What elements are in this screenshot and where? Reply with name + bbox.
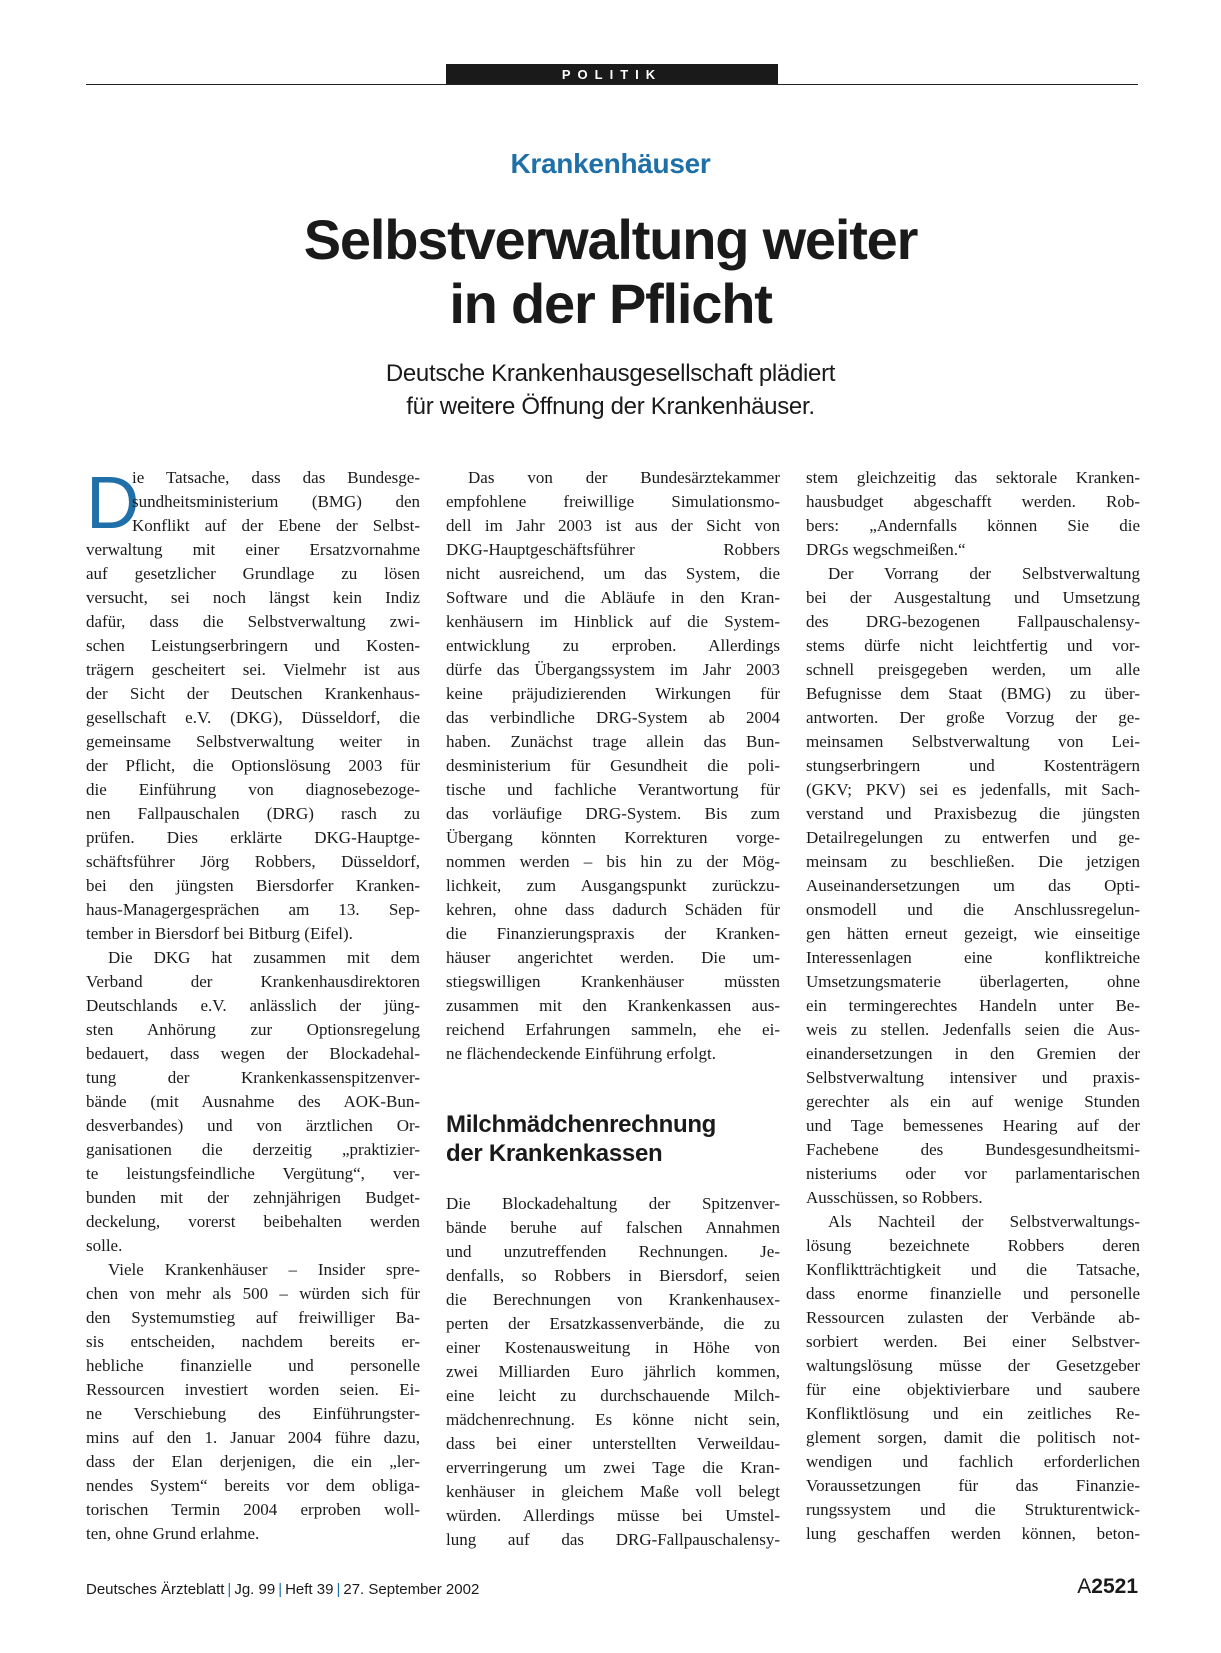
text-line: einer Kostenausweitung in Höhe von (446, 1338, 780, 1357)
headline-line: in der Pflicht (449, 272, 772, 335)
text-line: das verbindliche DRG-System ab 2004 (446, 708, 780, 727)
text-line: gesellschaft e.V. (DKG), Düsseldorf, die (86, 708, 420, 727)
text-line: dell im Jahr 2003 ist aus der Sicht von (446, 516, 780, 535)
text-line: wendigen und fachlich erforderlichen (806, 1452, 1140, 1471)
text-line: Interessenlagen eine konfliktreiche (806, 948, 1140, 967)
text-line: bers: „Andernfalls können Sie die (806, 516, 1140, 535)
article-subhead (0, 357, 1221, 423)
text-line: den Systemumstieg auf freiwilliger Ba- (86, 1308, 420, 1327)
text-line: keine präjudizierenden Wirkungen für (446, 684, 780, 703)
text-line: dass bei einer unterstellten Verweildau- (446, 1434, 780, 1453)
text-line: lichkeit, zum Ausgangspunkt zurückzu- (446, 876, 780, 895)
text-line: und Tage bemessenes Hearing auf der (806, 1116, 1140, 1135)
text-line: sorbiert werden. Bei einer Selbstver- (806, 1332, 1140, 1351)
section-subheading (446, 1110, 716, 1168)
text-line: entwicklung zu erproben. Allerdings (446, 636, 780, 655)
headline-line: Selbstverwaltung weiter (303, 208, 918, 271)
text-line: torischen Termin 2004 erproben woll- (86, 1500, 420, 1519)
text-line: Fachebene des Bundesgesundheitsmi- (806, 1140, 1140, 1159)
text-line: Viele Krankenhäuser – Insider spre- (108, 1260, 420, 1279)
text-line: reichend Erfahrungen sammeln, ehe ei- (446, 1020, 780, 1039)
text-line: meinsam zu beschließen. Die jetzigen (806, 852, 1140, 871)
text-line: erverringerung um zwei Tage die Kran- (446, 1458, 780, 1477)
text-line: ne Verschiebung des Einführungster- (86, 1404, 420, 1423)
text-line: stiegswilligen Krankenhäuser müssten (446, 972, 780, 991)
text-line: ten, ohne Grund erlahme. (86, 1524, 260, 1543)
text-line: stem gleichzeitig das sektorale Kranken- (806, 468, 1140, 487)
text-line: bände beruhe auf falschen Annahmen (446, 1218, 780, 1237)
footer-separator: | (278, 1581, 283, 1598)
footer-publication: Deutsches Ärzteblatt (86, 1581, 225, 1598)
text-column-2-continued (446, 1192, 780, 1552)
footer-separator: | (336, 1581, 341, 1598)
text-line: bei den jüngsten Biersdorfer Kranken- (86, 876, 420, 895)
text-line: Auseinandersetzungen um das Opti- (806, 876, 1140, 895)
text-line: denfalls, so Robbers in Biersdorf, seien (446, 1266, 780, 1285)
text-line: Voraussetzungen für das Finanzie- (806, 1476, 1140, 1495)
text-column-1 (86, 461, 420, 1546)
text-line: ie Tatsache, dass das Bundesge- (132, 468, 420, 487)
text-line: DKG-Hauptgeschäftsführer Robbers (446, 540, 780, 559)
text-line: nendes System“ bereits vor dem obliga- (86, 1476, 420, 1495)
page-prefix: A (1077, 1575, 1092, 1598)
text-line: Konflikt auf der Ebene der Selbst- (132, 516, 420, 535)
section-label: POLITIK (446, 64, 778, 85)
text-line: dass der Elan derjenigen, die ein „ler- (86, 1452, 420, 1471)
article-kicker: Krankenhäuser (510, 148, 711, 179)
text-line: das vorläufige DRG-System. Bis zum (446, 804, 780, 823)
text-line: versucht, sei noch längst kein Indiz (86, 588, 420, 607)
text-line: desministerium für Gesundheit die poli- (446, 756, 780, 775)
text-line: auf gesetzlicher Grundlage zu lösen (86, 564, 420, 583)
text-line: sten Anhörung zur Optionsregelung (86, 1020, 420, 1039)
text-line: die Finanzierungspraxis der Kranken- (446, 924, 780, 943)
text-line: (GKV; PKV) sei es jedenfalls, mit Sach- (806, 780, 1140, 799)
text-line: Die Blockadehaltung der Spitzenver- (446, 1194, 780, 1213)
text-line: des DRG-bezogenen Fallpauschalensy- (806, 612, 1140, 631)
text-line: häuser angerichtet werden. Die um- (446, 948, 780, 967)
text-line: te leistungsfeindliche Vergütung“, ver- (86, 1164, 420, 1183)
text-line: Verband der Krankenhausdirektoren (86, 972, 420, 991)
text-column-3 (806, 466, 1140, 1546)
text-line: DRGs wegschmeißen.“ (806, 540, 966, 559)
text-line: haben. Zunächst trage allein das Bun- (446, 732, 780, 751)
text-line: Befugnisse dem Staat (BMG) zu über- (806, 684, 1140, 703)
text-line: bunden mit der zehnjährigen Budget- (86, 1188, 420, 1207)
text-line: dafür, dass die Selbstverwaltung zwi- (86, 612, 420, 631)
subheading-line: Milchmädchenrechnung (446, 1111, 717, 1138)
text-line: sundheitsministerium (BMG) den (132, 492, 420, 511)
text-line: Konfliktträchtigkeit und die Tatsache, (806, 1260, 1140, 1279)
text-line: perten der Ersatzkassenverbände, die zu (446, 1314, 780, 1333)
text-line: tung der Krankenkassenspitzenver- (86, 1068, 420, 1087)
text-line: stems dürfe nicht leichtfertig und vor- (806, 636, 1140, 655)
text-line: weis zu stellen. Jedenfalls seien die Aus- (806, 1020, 1140, 1039)
text-line: hausbudget abgeschafft werden. Rob- (806, 492, 1140, 511)
text-line: trägern gescheitert sei. Vielmehr ist aus (86, 660, 420, 679)
footer-separator: | (227, 1581, 232, 1598)
text-line: dass enorme finanzielle und personelle (806, 1284, 1140, 1303)
text-line: lung geschaffen werden können, beton- (806, 1524, 1140, 1543)
text-line: meinsamen Selbstverwaltung von Lei- (806, 732, 1140, 751)
text-line: ein termingerechtes Handeln unter Be- (806, 996, 1140, 1015)
subhead-line: für weitere Öffnung der Krankenhäuser. (406, 393, 815, 420)
header-rule (86, 84, 1138, 85)
text-line: nisteriums oder vor parlamentarischen (806, 1164, 1140, 1183)
subheading-line: der Krankenkassen (446, 1140, 663, 1167)
article-headline (0, 208, 1221, 336)
text-line: mädchenrechnung. Es könne nicht sein, (446, 1410, 780, 1429)
text-line: zwei Milliarden Euro jährlich kommen, (446, 1362, 780, 1381)
text-line: chen von mehr als 500 – würden sich für (86, 1284, 420, 1303)
text-line: verstand und Praxisbezug die jüngsten (806, 804, 1140, 823)
text-line: Konfliktlösung und ein zeitliches Re- (806, 1404, 1140, 1423)
text-line: Umsetzungsmaterie überlagerten, ohne (806, 972, 1140, 991)
text-line: gerechter als ein auf wenige Stunden (806, 1092, 1140, 1111)
text-line: nen Fallpauschalen (DRG) rasch zu (86, 804, 420, 823)
footer-date: 27. September 2002 (343, 1581, 480, 1598)
text-line: nommen werden – bis hin zu der Mög- (446, 852, 780, 871)
text-line: für eine objektivierbare und saubere (806, 1380, 1140, 1399)
text-line: lung auf das DRG-Fallpauschalensy- (446, 1530, 780, 1549)
text-column-2 (446, 466, 780, 1066)
text-line: einandersetzungen in den Gremien der (806, 1044, 1140, 1063)
text-line: und unzutreffenden Rechnungen. Je- (446, 1242, 780, 1261)
text-line: rungssystem und die Strukturentwick- (806, 1500, 1140, 1519)
text-line: kehren, ohne dass dadurch Schäden für (446, 900, 780, 919)
text-line: prüfen. Dies erklärte DKG-Hauptge- (86, 828, 420, 847)
text-line: Deutschlands e.V. anlässlich der jüng- (86, 996, 420, 1015)
text-line: Selbstverwaltung intensiver und praxis- (806, 1068, 1140, 1087)
text-line: Die DKG hat zusammen mit dem (108, 948, 420, 967)
text-line: bei der Ausgestaltung und Umsetzung (806, 588, 1140, 607)
text-line: verwaltung mit einer Ersatzvornahme (86, 540, 420, 559)
text-line: schen Leistungserbringern und Kosten- (86, 636, 420, 655)
text-line: eine leicht zu durchschauende Milch- (446, 1386, 780, 1405)
text-line: antworten. Der große Vorzug der ge- (806, 708, 1140, 727)
text-line: Ressourcen investiert worden seien. Ei- (86, 1380, 420, 1399)
text-line: kenhäuser in gleichem Maße voll belegt (446, 1482, 780, 1501)
text-line: würden. Allerdings müsse bei Umstel- (446, 1506, 780, 1525)
drop-cap: D (86, 461, 140, 544)
text-line: Das von der Bundesärztekammer (468, 468, 780, 487)
subhead-line: Deutsche Krankenhausgesellschaft plädiert (385, 360, 836, 387)
text-line: kenhäusern im Hinblick auf die System- (446, 612, 780, 631)
text-line: desverbandes) und von ärztlichen Or- (86, 1116, 420, 1135)
text-line: dürfe das Übergangssystem im Jahr 2003 (446, 660, 780, 679)
text-line: zusammen mit den Krankenkassen aus- (446, 996, 780, 1015)
text-line: solle. (86, 1236, 123, 1255)
text-line: Übergang könnten Korrekturen vorge- (446, 828, 780, 847)
page-number (1077, 1575, 1138, 1599)
text-line: bände (mit Ausnahme des AOK-Bun- (86, 1092, 420, 1111)
text-line: gemeinsame Selbstverwaltung weiter in (86, 732, 420, 751)
text-line: ganisationen die derzeitig „praktizier- (86, 1140, 420, 1159)
text-line: Ressourcen zulasten der Verbände ab- (806, 1308, 1140, 1327)
text-line: gen hätten erneut gezeigt, wie einseitige (806, 924, 1140, 943)
text-line: Ausschüssen, so Robbers. (806, 1188, 983, 1207)
text-line: haus-Managergesprächen am 13. Sep- (86, 900, 420, 919)
text-line: Software und die Abläufe in den Kran- (446, 588, 780, 607)
page-number-value: 2521 (1091, 1575, 1138, 1598)
text-line: empfohlene freiwillige Simulationsmo- (446, 492, 780, 511)
text-line: mins auf den 1. Januar 2004 führe dazu, (86, 1428, 420, 1447)
footer-issue: Heft 39 (285, 1581, 334, 1598)
text-line: der Pflicht, die Optionslösung 2003 für (86, 756, 420, 775)
text-line: nicht ausreichend, um das System, die (446, 564, 780, 583)
text-line: sis entscheiden, nachdem bereits er- (86, 1332, 420, 1351)
text-line: die Berechnungen von Krankenhausex- (446, 1290, 780, 1309)
footer-citation (86, 1581, 479, 1598)
text-line: bedauert, dass wegen der Blockadehal- (86, 1044, 420, 1063)
text-line: glement sorgen, damit die politisch not- (806, 1428, 1140, 1447)
text-line: tember in Biersdorf bei Bitburg (Eifel). (86, 924, 353, 943)
text-line: Detailregelungen zu entwerfen und ge- (806, 828, 1140, 847)
text-line: waltungslösung müsse der Gesetzgeber (806, 1356, 1140, 1375)
text-line: deckelung, vorerst beibehalten werden (86, 1212, 420, 1231)
text-line: die Einführung von diagnosebezoge- (86, 780, 420, 799)
text-line: schnell preisgegeben werden, um alle (806, 660, 1140, 679)
text-line: schäftsführer Jörg Robbers, Düsseldorf, (86, 852, 420, 871)
text-line: der Sicht der Deutschen Krankenhaus- (86, 684, 420, 703)
text-line: stungserbringern und Kostenträgern (806, 756, 1140, 775)
text-line: tische und fachliche Verantwortung für (446, 780, 780, 799)
text-line: ne flächendeckende Einführung erfolgt. (446, 1044, 716, 1063)
text-line: onsmodell und die Anschlussregelun- (806, 900, 1140, 919)
text-line: lösung bezeichnete Robbers deren (806, 1236, 1140, 1255)
footer-volume: Jg. 99 (234, 1581, 276, 1598)
text-line: Als Nachteil der Selbstverwaltungs- (828, 1212, 1140, 1231)
text-line: hebliche finanzielle und personelle (86, 1356, 420, 1375)
text-line: Der Vorrang der Selbstverwaltung (828, 564, 1140, 583)
